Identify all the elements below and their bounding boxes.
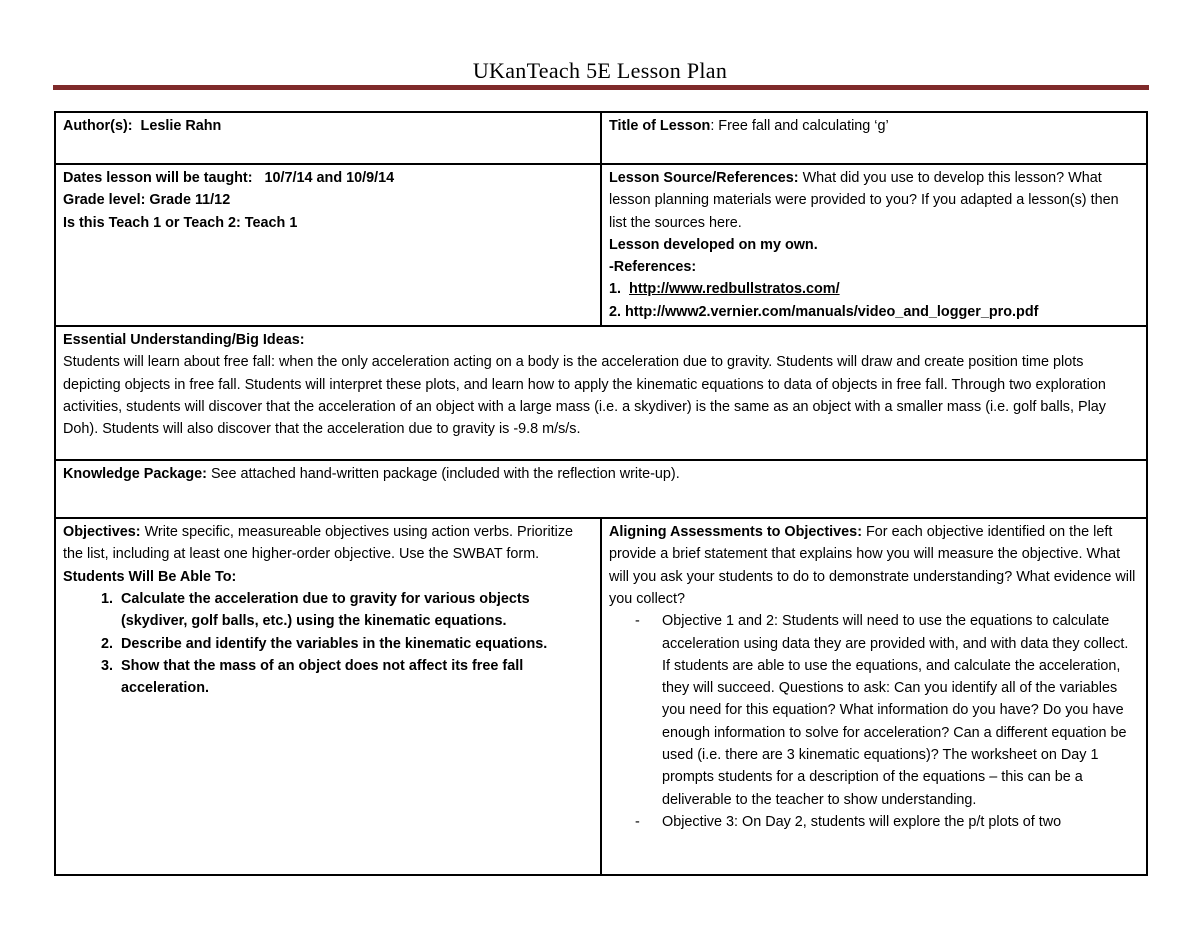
sources-label: Lesson Source/References: <box>609 170 799 186</box>
row-author-title <box>55 112 1147 164</box>
objectives-text: Write specific, measureable objectives using action verbs. Prioritize the list, including at least one higher-order objective. Use the SWBAT form. <box>63 524 574 563</box>
lesson-title-value: : Free fall and calculating ‘g’ <box>710 118 889 134</box>
lesson-title-cell <box>601 112 1147 164</box>
objective-item: 3. Show that the mass of an object does not affect its free fall acceleration. <box>117 655 593 700</box>
dates-value: 10/7/14 and 10/9/14 <box>264 170 395 186</box>
row-objectives <box>55 518 1147 875</box>
assessments-text: For each objective identified on the left provide a brief statement that explains how you will measure the objective. What will you ask your students to do to demonstrate understanding? What evidence will you collect? <box>609 524 1136 607</box>
grade-level: Grade level: Grade 11/12 <box>63 192 231 209</box>
dash-bullet: - <box>635 613 640 630</box>
assessment-text: Objective 3: On Day 2, students will explore the p/t plots of two <box>662 813 1062 830</box>
essential-cell <box>55 326 1147 460</box>
assessments-cell <box>601 518 1147 875</box>
sources-cell <box>601 164 1147 326</box>
developed-note: Lesson developed on my own. <box>609 236 818 253</box>
row-essential <box>55 326 1147 460</box>
objectives-label: Objectives: <box>63 524 141 541</box>
row-knowledge <box>55 460 1147 518</box>
assessments-list <box>609 610 1139 833</box>
objective-item: 1. Calculate the acceleration due to gravity for various objects (skydiver, golf balls, etc.) using the kinematic equations. <box>117 588 593 633</box>
ref1-number: 1. <box>609 281 622 298</box>
dash-bullet: - <box>635 813 640 830</box>
lesson-plan-table <box>54 111 1148 876</box>
assessment-item <box>635 811 1139 833</box>
assessment-text: Objective 1 and 2: Students will need to use the equations to calculate acceleration using data they are provided with, and with data they collect. If students are able to use the equations, and calculate the acceleration, they will succeed. Questions to ask: Can you identify all of the variables you need for this equation? What information do you have? Do you have enough information to solve for acceleration? Can a different equation be used (i.e. there are 3 kinematic equations)? The worksheet on Day 1 prompts students for a description of the equations – this can be a deliverable to the teacher to show understanding. <box>662 613 1129 808</box>
knowledge-cell <box>55 460 1147 518</box>
sources-text: What did you use to develop this lesson? What lesson planning materials were provided to you? If you adapted a lesson(s) then list the sources here. <box>609 170 1119 231</box>
author-cell <box>55 112 601 164</box>
objectives-cell <box>55 518 601 875</box>
lesson-title-label: Title of Lesson <box>609 118 711 134</box>
objectives-list <box>63 588 593 699</box>
assessments-label: Aligning Assessments to Objectives: <box>609 524 862 541</box>
references-label: -References: <box>609 259 697 276</box>
knowledge-label: Knowledge Package: <box>63 466 207 483</box>
dates-label: Dates lesson will be taught: <box>63 170 253 186</box>
ref1-link[interactable]: http://www.redbullstratos.com/ <box>629 281 840 298</box>
author-value: Leslie Rahn <box>140 118 222 134</box>
document-title: UKanTeach 5E Lesson Plan <box>472 58 728 83</box>
objective-item: 2. Describe and identify the variables in the kinematic equations. <box>117 633 593 655</box>
ref2-text: 2. http://www2.vernier.com/manuals/video_and_logger_pro.pdf <box>609 303 1039 320</box>
essential-label: Essential Understanding/Big Ideas: <box>63 332 305 349</box>
knowledge-text: See attached hand-written package (included with the reflection write-up). <box>206 466 680 483</box>
assessment-item <box>635 610 1139 811</box>
row-dates-sources <box>55 164 1147 326</box>
dates-cell <box>55 164 601 326</box>
essential-text: Students will learn about free fall: when the only acceleration acting on a body is the acceleration due to gravity. Students will draw and create position time plots depicting objects in free fall. Students will interpret these plots, and learn how to apply the kinematic equations to data of objects in free fall. Through two exploration activities, students will discover that the acceleration of an object with a large mass (i.e. a skydiver) is the same as an object with a smaller mass (i.e. golf balls, Play Doh). Students will also discover that the acceleration due to gravity is -9.8 m/s/s. <box>63 354 1106 438</box>
title-rule <box>53 85 1149 90</box>
teach-number: Is this Teach 1 or Teach 2: Teach 1 <box>63 214 298 231</box>
author-label: Author(s): <box>63 118 133 134</box>
swbat-heading: Students Will Be Able To: <box>63 568 237 585</box>
